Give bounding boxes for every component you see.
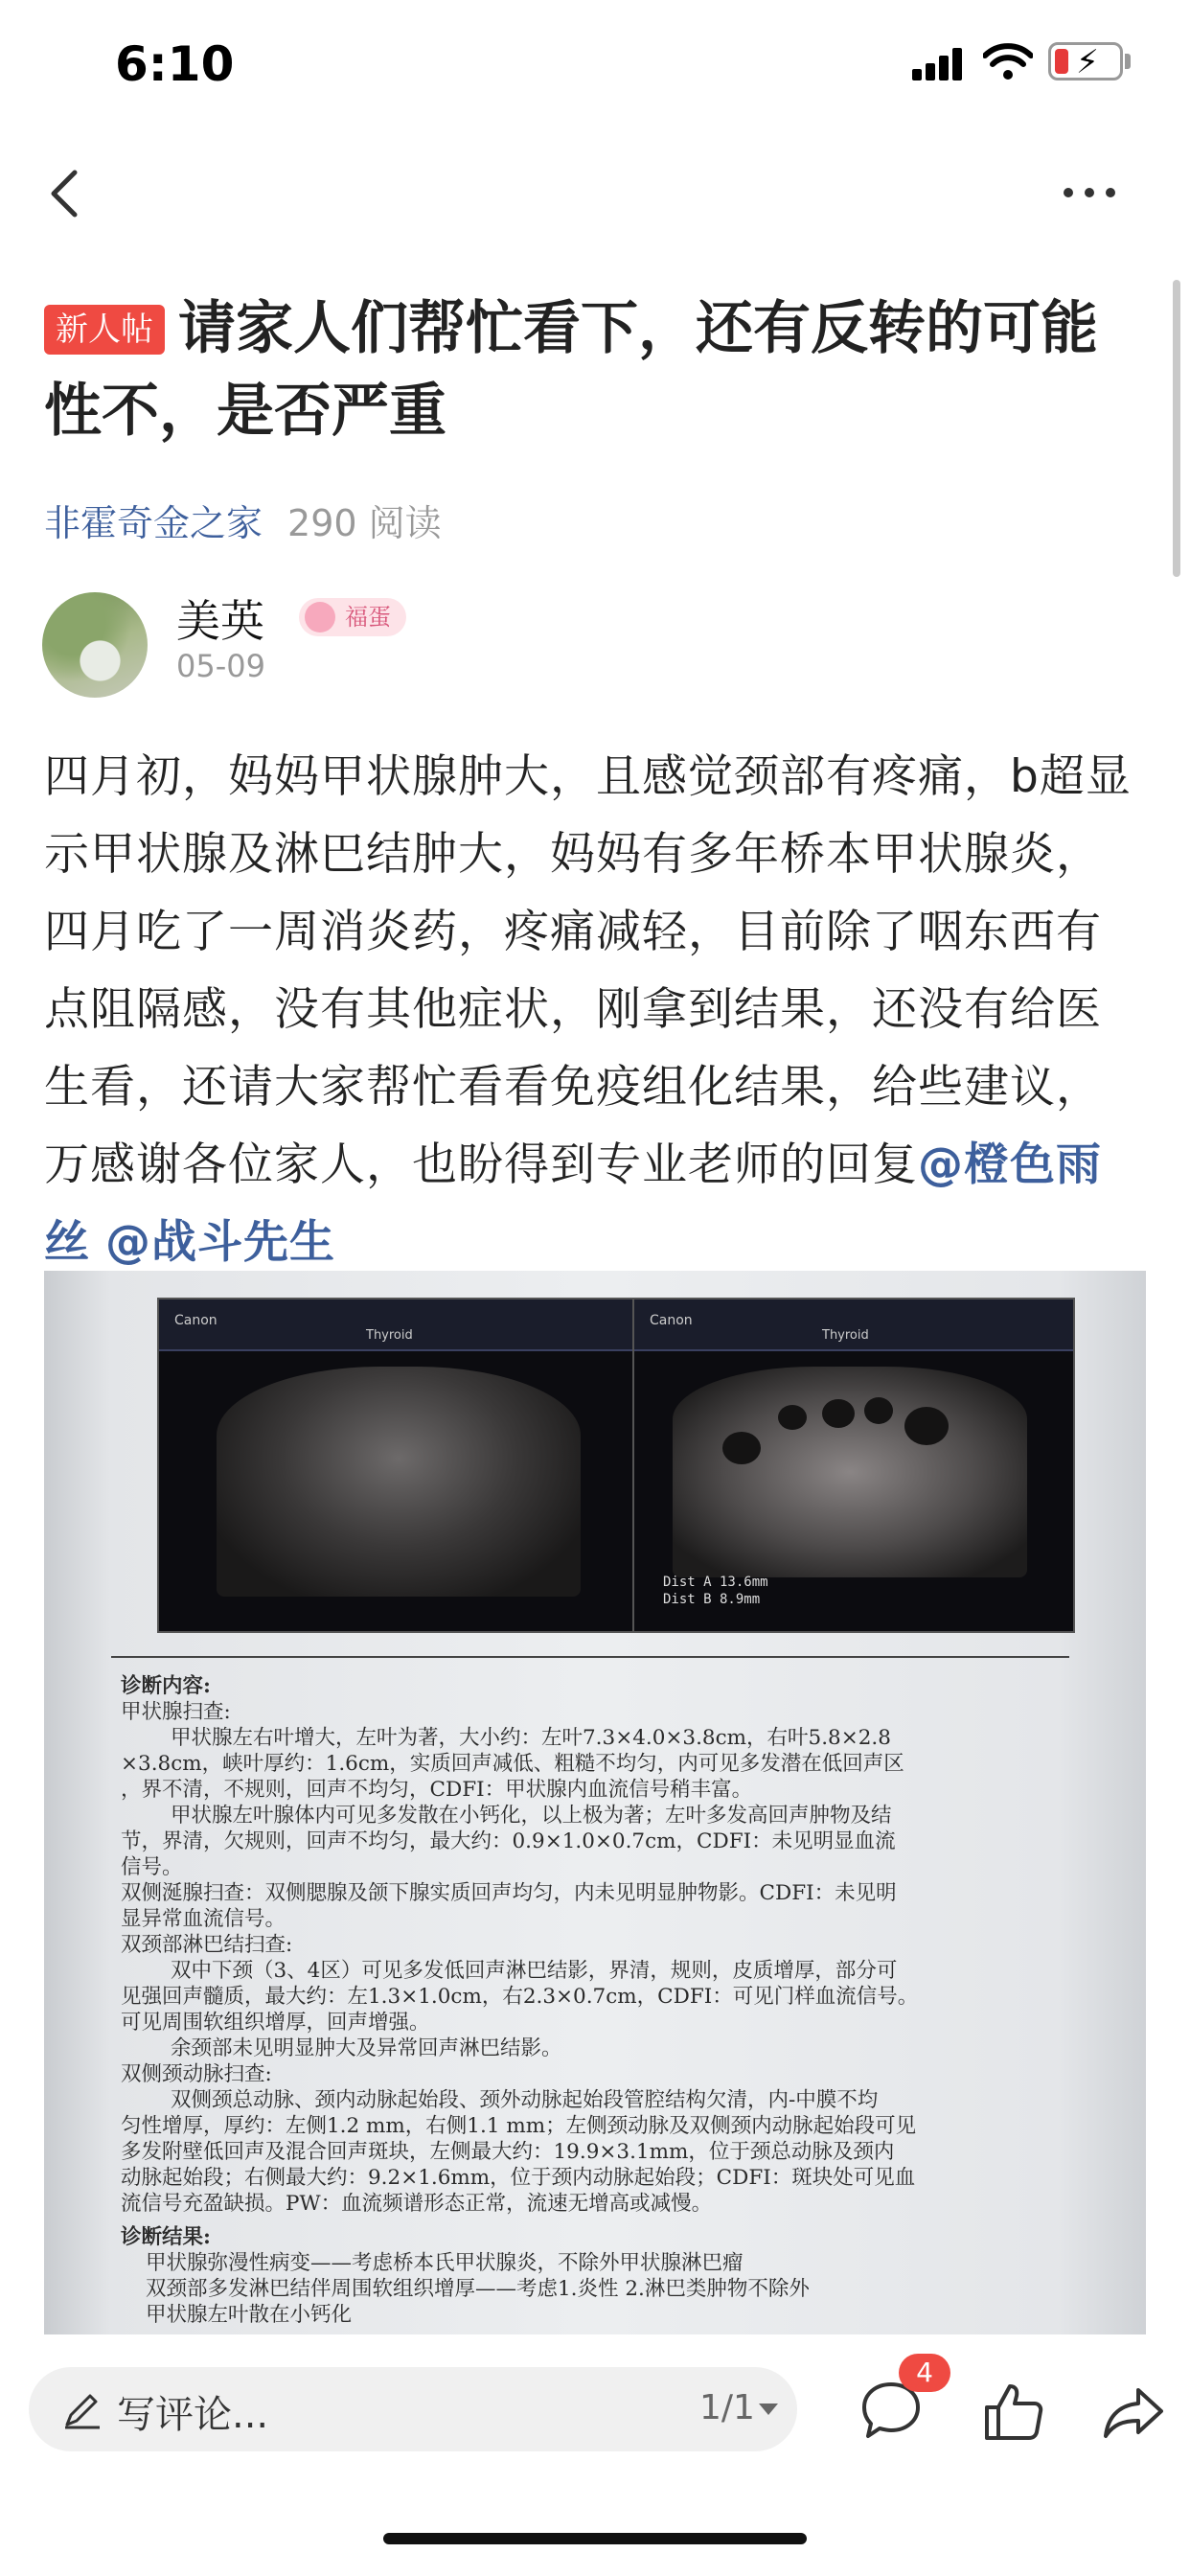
status-time: 6:10 [115,36,235,92]
report-line: 双侧颈总动脉、颈内动脉起始段、颈外动脉起始段管腔结构欠清，内-中膜不均 [171,2088,879,2112]
mention-link[interactable]: @战斗先生 [104,1216,335,1269]
cellular-signal-icon [912,46,966,80]
post-body [44,738,1146,1281]
report-line: 甲状腺扫查: [121,1700,231,1724]
bottom-action-bar [0,2338,1190,2492]
post-title [44,288,1146,452]
read-count: 290 阅读 [287,502,442,544]
circle-link[interactable]: 非霍奇金之家 [44,502,263,544]
comment-input[interactable] [29,2367,797,2451]
author-name[interactable]: 美英 [176,595,264,647]
report-line: 双颈部淋巴结扫查: [121,1933,293,1957]
ultrasound-label: Thyroid [822,1328,869,1343]
report-divider [111,1656,1069,1658]
post-title-text: 请家人们帮忙看下，还有反转的可能性不，是否严重 [44,295,1098,445]
report-line: 甲状腺左右叶增大，左叶为著，大小约：左叶7.3×4.0×3.8cm，右叶5.8×2.8 [171,1726,891,1750]
nav-bar [0,144,1190,240]
ultrasound-label: Thyroid [366,1328,413,1343]
report-line: 匀性增厚，厚约：左侧1.2 mm，右侧1.1 mm；左侧颈动脉及双侧颈内动脉起始段可见 [121,2114,917,2138]
badge-label: 福蛋 [345,604,391,631]
report-line: 见强回声髓质，最大约：左1.3×1.0cm，右2.3×0.7cm，CDFI：可见门样血流信号。 [121,1985,919,2009]
report-line: 流信号充盈缺损。PW：血流频谱形态正常，流速无增高或减慢。 [121,2192,713,2216]
result-line: 甲状腺弥漫性病变——考虑桥本氏甲状腺炎，不除外甲状腺淋巴瘤 [146,2251,744,2275]
post-meta [44,494,442,546]
chevron-down-icon[interactable] [759,2404,778,2415]
result-line: 甲状腺左叶散在小钙化 [146,2303,353,2327]
report-line: 节，界清，欠规则，回声不均匀，最大约：0.9×1.0×0.7cm，CDFI：未见明显血流 [121,1829,896,1853]
ultrasound-image-right [632,1298,1075,1633]
pen-icon [61,2388,103,2430]
report-line: 双侧涎腺扫查：双侧腮腺及颌下腺实质回声均匀，内未见明显肿物影。CDFI：未见明 [121,1881,897,1905]
battery-cap [1125,54,1131,69]
report-line: ×3.8cm，峡叶厚约：1.6cm，实质回声减低、粗糙不均匀，内可见多发潜在低回声区 [121,1752,904,1776]
report-line: 双中下颈（3、4区）可见多发低回声淋巴结影，界清，规则，皮质增厚，部分可 [171,1959,898,1983]
report-line: 甲状腺左叶腺体内可见多发散在小钙化，以上极为著；左叶多发高回声肿物及结 [171,1804,892,1828]
egg-badge-icon [305,602,335,632]
ultrasound-image-left [157,1298,650,1633]
comment-placeholder: 写评论... [117,2393,269,2437]
report-line: 可见周围软组织增厚，回声增强。 [121,2011,430,2035]
report-line: ，界不清，不规则，回声不均匀，CDFI：甲状腺内血流信号稍丰富。 [121,1778,753,1802]
ultrasound-brand: Canon [650,1313,693,1328]
report-line: 显异常血流信号。 [121,1907,286,1931]
report-line: 信号。 [121,1855,183,1879]
report-section-title: 诊断内容: [121,1674,211,1698]
wifi-icon [983,42,1033,80]
comment-count-badge: 4 [899,2354,950,2392]
author-badge [299,598,406,636]
report-result-title: 诊断结果: [121,2225,211,2249]
more-options-icon[interactable] [1064,182,1117,201]
report-line: 动脉起始段；右侧最大约：9.2×1.6mm，位于颈内动脉起始段；CDFI：斑块处可见血 [121,2166,916,2190]
home-indicator[interactable] [383,2533,807,2544]
mention-link[interactable]: @橙色雨丝 [44,1138,1102,1269]
report-line: 余颈部未见明显肿大及异常回声淋巴结影。 [171,2036,562,2060]
author-avatar[interactable] [42,592,148,698]
thumbs-up-icon[interactable] [983,2380,1044,2442]
status-bar [0,0,1190,126]
back-arrow-icon[interactable] [46,167,84,220]
share-icon[interactable] [1102,2386,1165,2440]
measurement-readout: Dist A 13.6mm Dist B 8.9mm [663,1575,768,1607]
report-photo[interactable] [44,1271,1146,2334]
page-indicator[interactable]: 1/1 [699,2388,755,2427]
scrollbar[interactable] [1173,280,1180,577]
report-line: 多发附壁低回声及混合回声斑块，左侧最大约：19.9×3.1mm，位于颈总动脉及颈内 [121,2140,895,2164]
result-line: 双颈部多发淋巴结伴周围软组织增厚——考虑1.炎性 2.淋巴类肿物不除外 [146,2277,810,2301]
report-text [121,1673,1117,2328]
post-body-text: 四月初，妈妈甲状腺肿大，且感觉颈部有疼痛，b超显示甲状腺及淋巴结肿大，妈妈有多年桥本甲状腺炎，四月吃了一周消炎药，疼痛减轻，目前除了咽东西有点阻隔感，没有其他症状，刚拿到结果，还没有给医生看，还请大家帮忙看看免疫组化结果，给些建议，万感谢各位家人，也盼得到专业老师的回复 [44,750,1132,1191]
post-date: 05-09 [176,648,265,684]
new-post-tag: 新人帖 [44,305,165,355]
report-line: 双侧颈动脉扫查: [121,2062,272,2086]
ultrasound-brand: Canon [174,1313,217,1328]
battery-icon: ⚡ [1048,42,1123,80]
